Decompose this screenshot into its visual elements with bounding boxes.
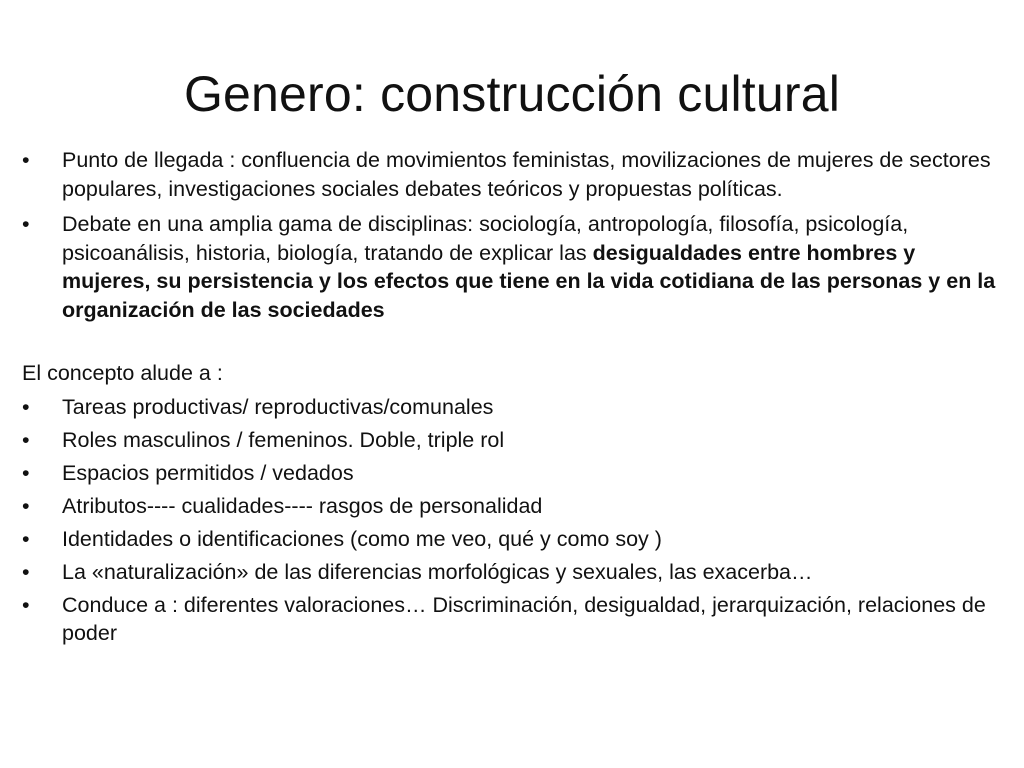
bullet-item [22,459,1007,488]
bullet-item [22,426,1007,455]
concept-intro: El concepto alude a : [22,361,223,385]
bullet-list-top [22,146,1007,324]
bullet-item [22,591,1007,648]
bullet-dot: • [22,592,30,617]
bullet-dot: • [22,460,30,485]
bullet-item [22,146,1007,203]
bullet-dot: • [22,493,30,518]
bullet-text: Espacios permitidos / vedados [62,460,354,485]
bullet-dot: • [22,212,30,236]
bullet-dot: • [22,526,30,551]
bullet-text: Debate en una amplia gama de disciplinas: sociología, antropología, filosofía, psicología, psicoanálisis, historia, biología, tratando de explicar las [62,212,909,265]
bullet-item [22,393,1007,422]
bullet-dot: • [22,559,30,584]
bullet-text: Tareas productivas/ reproductivas/comunales [62,394,494,419]
bullet-item [22,492,1007,521]
bullet-dot: • [22,427,30,452]
bullet-dot: • [22,148,30,172]
slide-body [22,146,1007,652]
bullet-item [22,558,1007,587]
bullet-text: Identidades o identificaciones (como me veo, qué y como soy ) [62,526,662,551]
bullet-text: La «naturalización» de las diferencias morfológicas y sexuales, las exacerba… [62,559,813,584]
bullet-dot: • [22,394,30,419]
bullet-text: Atributos---- cualidades---- rasgos de personalidad [62,493,543,518]
bullet-text-bold: desigualdades entre hombres y mujeres, su persistencia y los efectos que tiene en la vida cotidiana de las personas y en la organización de las sociedades [62,240,996,322]
slide-title: Genero: construcción cultural [183,66,841,122]
bullet-text: Conduce a : diferentes valoraciones… Discriminación, desigualdad, jerarquización, relaciones de poder [62,592,986,645]
bullet-text: Roles masculinos / femeninos. Doble, triple rol [62,427,505,452]
bullet-text: Punto de llegada : confluencia de movimientos feministas, movilizaciones de mujeres de sectores populares, investigaciones sociales debates teóricos y propuestas políticas. [62,148,991,201]
bullet-item [22,210,1007,324]
bullet-list-concept [22,393,1007,648]
bullet-item [22,525,1007,554]
